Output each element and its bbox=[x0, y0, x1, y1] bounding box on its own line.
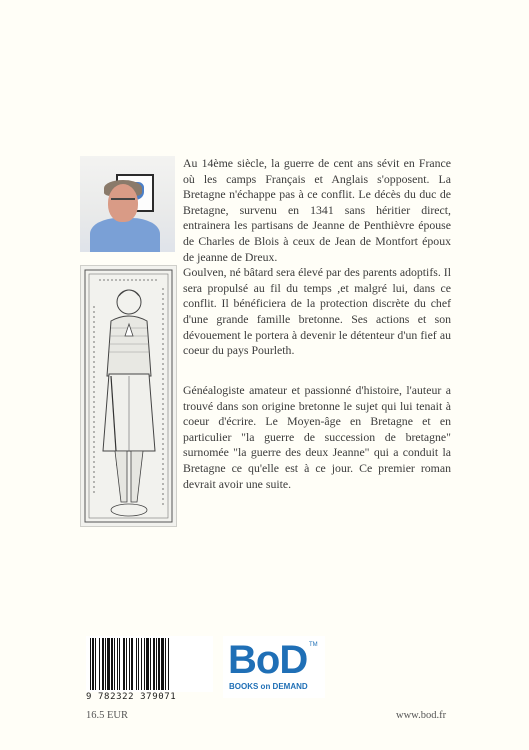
barcode-bar bbox=[92, 638, 94, 690]
barcode-bar bbox=[105, 638, 106, 690]
barcode-bar bbox=[114, 638, 115, 690]
paragraph-goulven: Goulven, né bâtard sera élevé par des parents adoptifs. Il sera propulsé au fil du temps ,et malgré lui, dans ce conflit. Il bénéficiera de la protection discrète du chef d'une grande famille bretonne. Ses actions et son dévouement le portera à devenir le détenteur d'un fief au coeur du pays Pourleth. bbox=[183, 265, 451, 358]
paragraph-history: Au 14ème siècle, la guerre de cent ans sévit en France où les camps Français et Anglais s'opposent. La Bretagne n'échappe pas à ce conflit. Le décès du duc de Bretagne, survenu en 1341 sans héritier direct, entrainera les partisans de Jeanne de Penthièvre épouse de Charles de Blois à ceux de Jean de Montfort époux de jeanne de Dreux. bbox=[183, 156, 451, 264]
barcode-bar bbox=[111, 638, 113, 690]
barcode-bar bbox=[146, 638, 149, 690]
isbn-barcode bbox=[86, 636, 213, 692]
barcode-bar bbox=[129, 638, 130, 690]
barcode-bar bbox=[117, 638, 118, 690]
barcode-bar bbox=[136, 638, 137, 690]
barcode-bar bbox=[144, 638, 145, 690]
barcode-bar bbox=[131, 638, 133, 690]
barcode-bar bbox=[141, 638, 142, 690]
paragraph-author: Généalogiste amateur et passionné d'histoire, l'auteur a trouvé dans son origine bretonne le sujet qui lui tenait à coeur d'écrire. Le Moyen-âge en Bretagne et en particulier "la guerre de succession de bretagne" surnomée "la guerre des deux Jeanne" qui a conduit la Bretagne ce qu'elle est à ce jour. Ce premier roman devrait avoir une suite. bbox=[183, 383, 451, 491]
barcode-bar bbox=[123, 638, 125, 690]
price-label: 16.5 EUR bbox=[86, 710, 128, 721]
bod-logo-text: BoD bbox=[228, 638, 308, 682]
author-bio bbox=[183, 383, 451, 492]
barcode-bar bbox=[138, 638, 139, 690]
barcode-bar bbox=[150, 638, 151, 690]
barcode-bar bbox=[107, 638, 110, 690]
barcode-bar bbox=[161, 638, 164, 690]
website-link[interactable]: www.bod.fr bbox=[396, 710, 447, 721]
barcode-bar bbox=[102, 638, 104, 690]
knight-effigy-engraving bbox=[80, 265, 177, 527]
barcode-bar bbox=[153, 638, 155, 690]
barcode-bar bbox=[165, 638, 166, 690]
barcode-bar bbox=[126, 638, 127, 690]
barcode-bar bbox=[156, 638, 157, 690]
publisher-tagline: BOOKS on DEMAND bbox=[229, 682, 308, 691]
barcode-bar bbox=[99, 638, 100, 690]
barcode-bar bbox=[168, 638, 169, 690]
trademark-mark: TM bbox=[309, 642, 318, 648]
barcode-bar bbox=[158, 638, 160, 690]
publisher-logo bbox=[223, 636, 325, 698]
barcode-bar bbox=[95, 638, 96, 690]
summary-text bbox=[183, 156, 451, 359]
isbn-number: 9 782322 379071 bbox=[86, 692, 177, 702]
barcode-bar bbox=[119, 638, 120, 690]
barcode-bar bbox=[90, 638, 91, 690]
author-photo bbox=[80, 156, 175, 252]
